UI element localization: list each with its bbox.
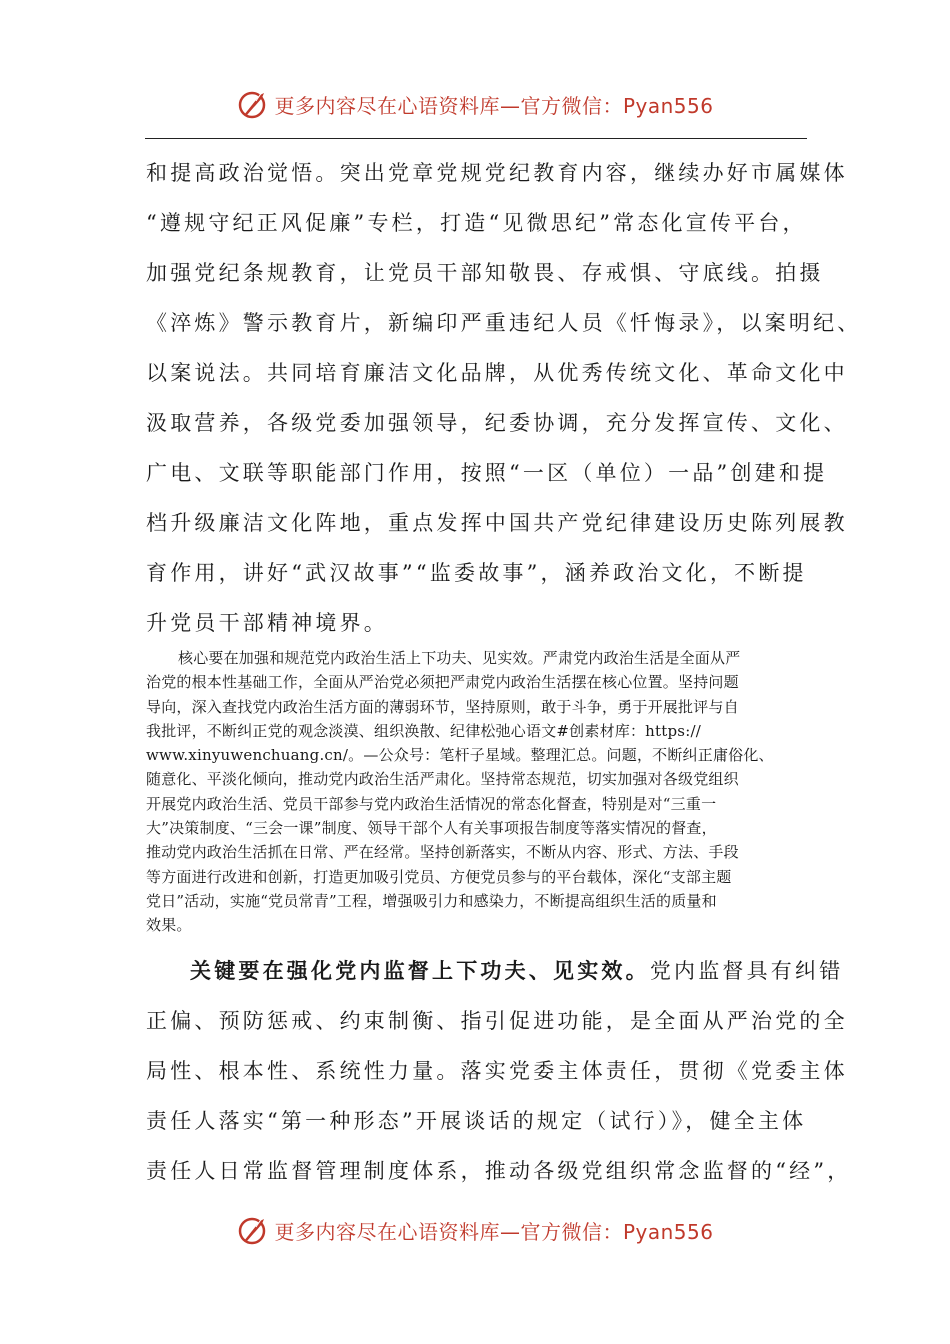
quill-logo-icon [236, 1213, 270, 1247]
text-line: 责任人日常监督管理制度体系，推动各级党组织常念监督的“经”， [146, 1159, 852, 1183]
paragraph-1 [146, 148, 862, 648]
text-line: “遵规守纪正风促廉”专栏，打造“见微思纪”常态化宣传平台， [146, 211, 807, 235]
text-line: 档升级廉洁文化阵地，重点发挥中国共产党纪律建设历史陈列展教 [146, 511, 848, 535]
text-line: 我批评，不断纠正党的观念淡漠、组织涣散、纪律松弛心语文#创素材库：https:// [146, 721, 701, 740]
text-line: 责任人落实“第一种形态”开展谈话的规定（试行）》，健全主体 [146, 1109, 807, 1133]
text-line: 局性、根本性、系统性力量。落实党委主体责任，贯彻《党委主体 [146, 1059, 848, 1083]
text-line: 随意化、平淡化倾向，推动党内政治生活严肃化。坚持常态规范，切实加强对各级党组织 [146, 770, 739, 789]
text-line: 正偏、预防惩戒、约束制衡、指引促进功能，是全面从严治党的全 [146, 1009, 848, 1033]
text-line: 汲取营养，各级党委加强领导，纪委协调，充分发挥宣传、文化、 [146, 411, 848, 435]
text-line: 党日”活动，实施“党员常青”工程，增强吸引力和感染力，不断提高组织生活的质量和 [146, 891, 717, 910]
text-line: 核心要在加强和规范党内政治生活上下功夫、见实效。严肃党内政治生活是全面从严 [178, 649, 741, 667]
text-line: 导向，深入查找党内政治生活方面的薄弱环节，坚持原则，敢于斗争，勇于开展批评与自 [146, 697, 739, 716]
footer-banner [0, 1210, 950, 1250]
text-line: 升党员干部精神境界。 [146, 611, 388, 635]
text-line: 治党的根本性基础工作，全面从严治党必须把严肃党内政治生活摆在核心位置。坚持问题 [146, 673, 739, 692]
header-banner [0, 84, 950, 124]
header-rule [145, 138, 807, 139]
text-line: 和提高政治觉悟。突出党章党规党纪教育内容，继续办好市属媒体 [146, 161, 848, 185]
text-line: 推动党内政治生活抓在日常、严在经常。坚持创新落实，不断从内容、形式、方法、手段 [146, 843, 739, 862]
paragraph-3 [146, 946, 852, 1196]
text-line: www.xinyuwenchuang.cn/。—公众号：笔杆子星域。整理汇总。问题，不断纠正庸俗化、 [146, 746, 774, 765]
text-line: 大”决策制度、“三会一课”制度、领导干部个人有关事项报告制度等落实情况的督查， [146, 819, 717, 838]
text-line-first [146, 946, 844, 996]
text-line: 育作用，讲好“武汉故事”“监委故事”，涵养政治文化，不断提 [146, 561, 807, 585]
text-line: 开展党内政治生活、党员干部参与党内政治生活情况的常态化督查，特别是对“三重一 [146, 794, 717, 813]
text-line: 加强党纪条规教育，让党员干部知敬畏、存戒惧、守底线。拍摄 [146, 261, 824, 285]
text-run: 党内监督具有纠错 [649, 959, 844, 983]
banner-text: 更多内容尽在心语资料库—官方微信：Pyan556 [274, 93, 714, 118]
banner-text: 更多内容尽在心语资料库—官方微信：Pyan556 [274, 1219, 714, 1244]
text-line: 《淬炼》警示教育片，新编印严重违纪人员《忏悔录》，以案明纪、 [146, 311, 862, 335]
text-line: 广电、文联等职能部门作用，按照“一区（单位）一品”创建和提 [146, 461, 828, 485]
text-line: 等方面进行改进和创新，打造更加吸引党员、方便党员参与的平台载体，深化“支部主题 [146, 867, 732, 886]
quill-logo-icon [236, 87, 270, 121]
text-line: 以案说法。共同培育廉洁文化品牌，从优秀传统文化、革命文化中 [146, 361, 848, 385]
paragraph-2 [146, 646, 810, 938]
text-line: 效果。 [146, 916, 192, 935]
section-heading: 关键要在强化党内监督上下功夫、见实效。 [190, 958, 650, 983]
